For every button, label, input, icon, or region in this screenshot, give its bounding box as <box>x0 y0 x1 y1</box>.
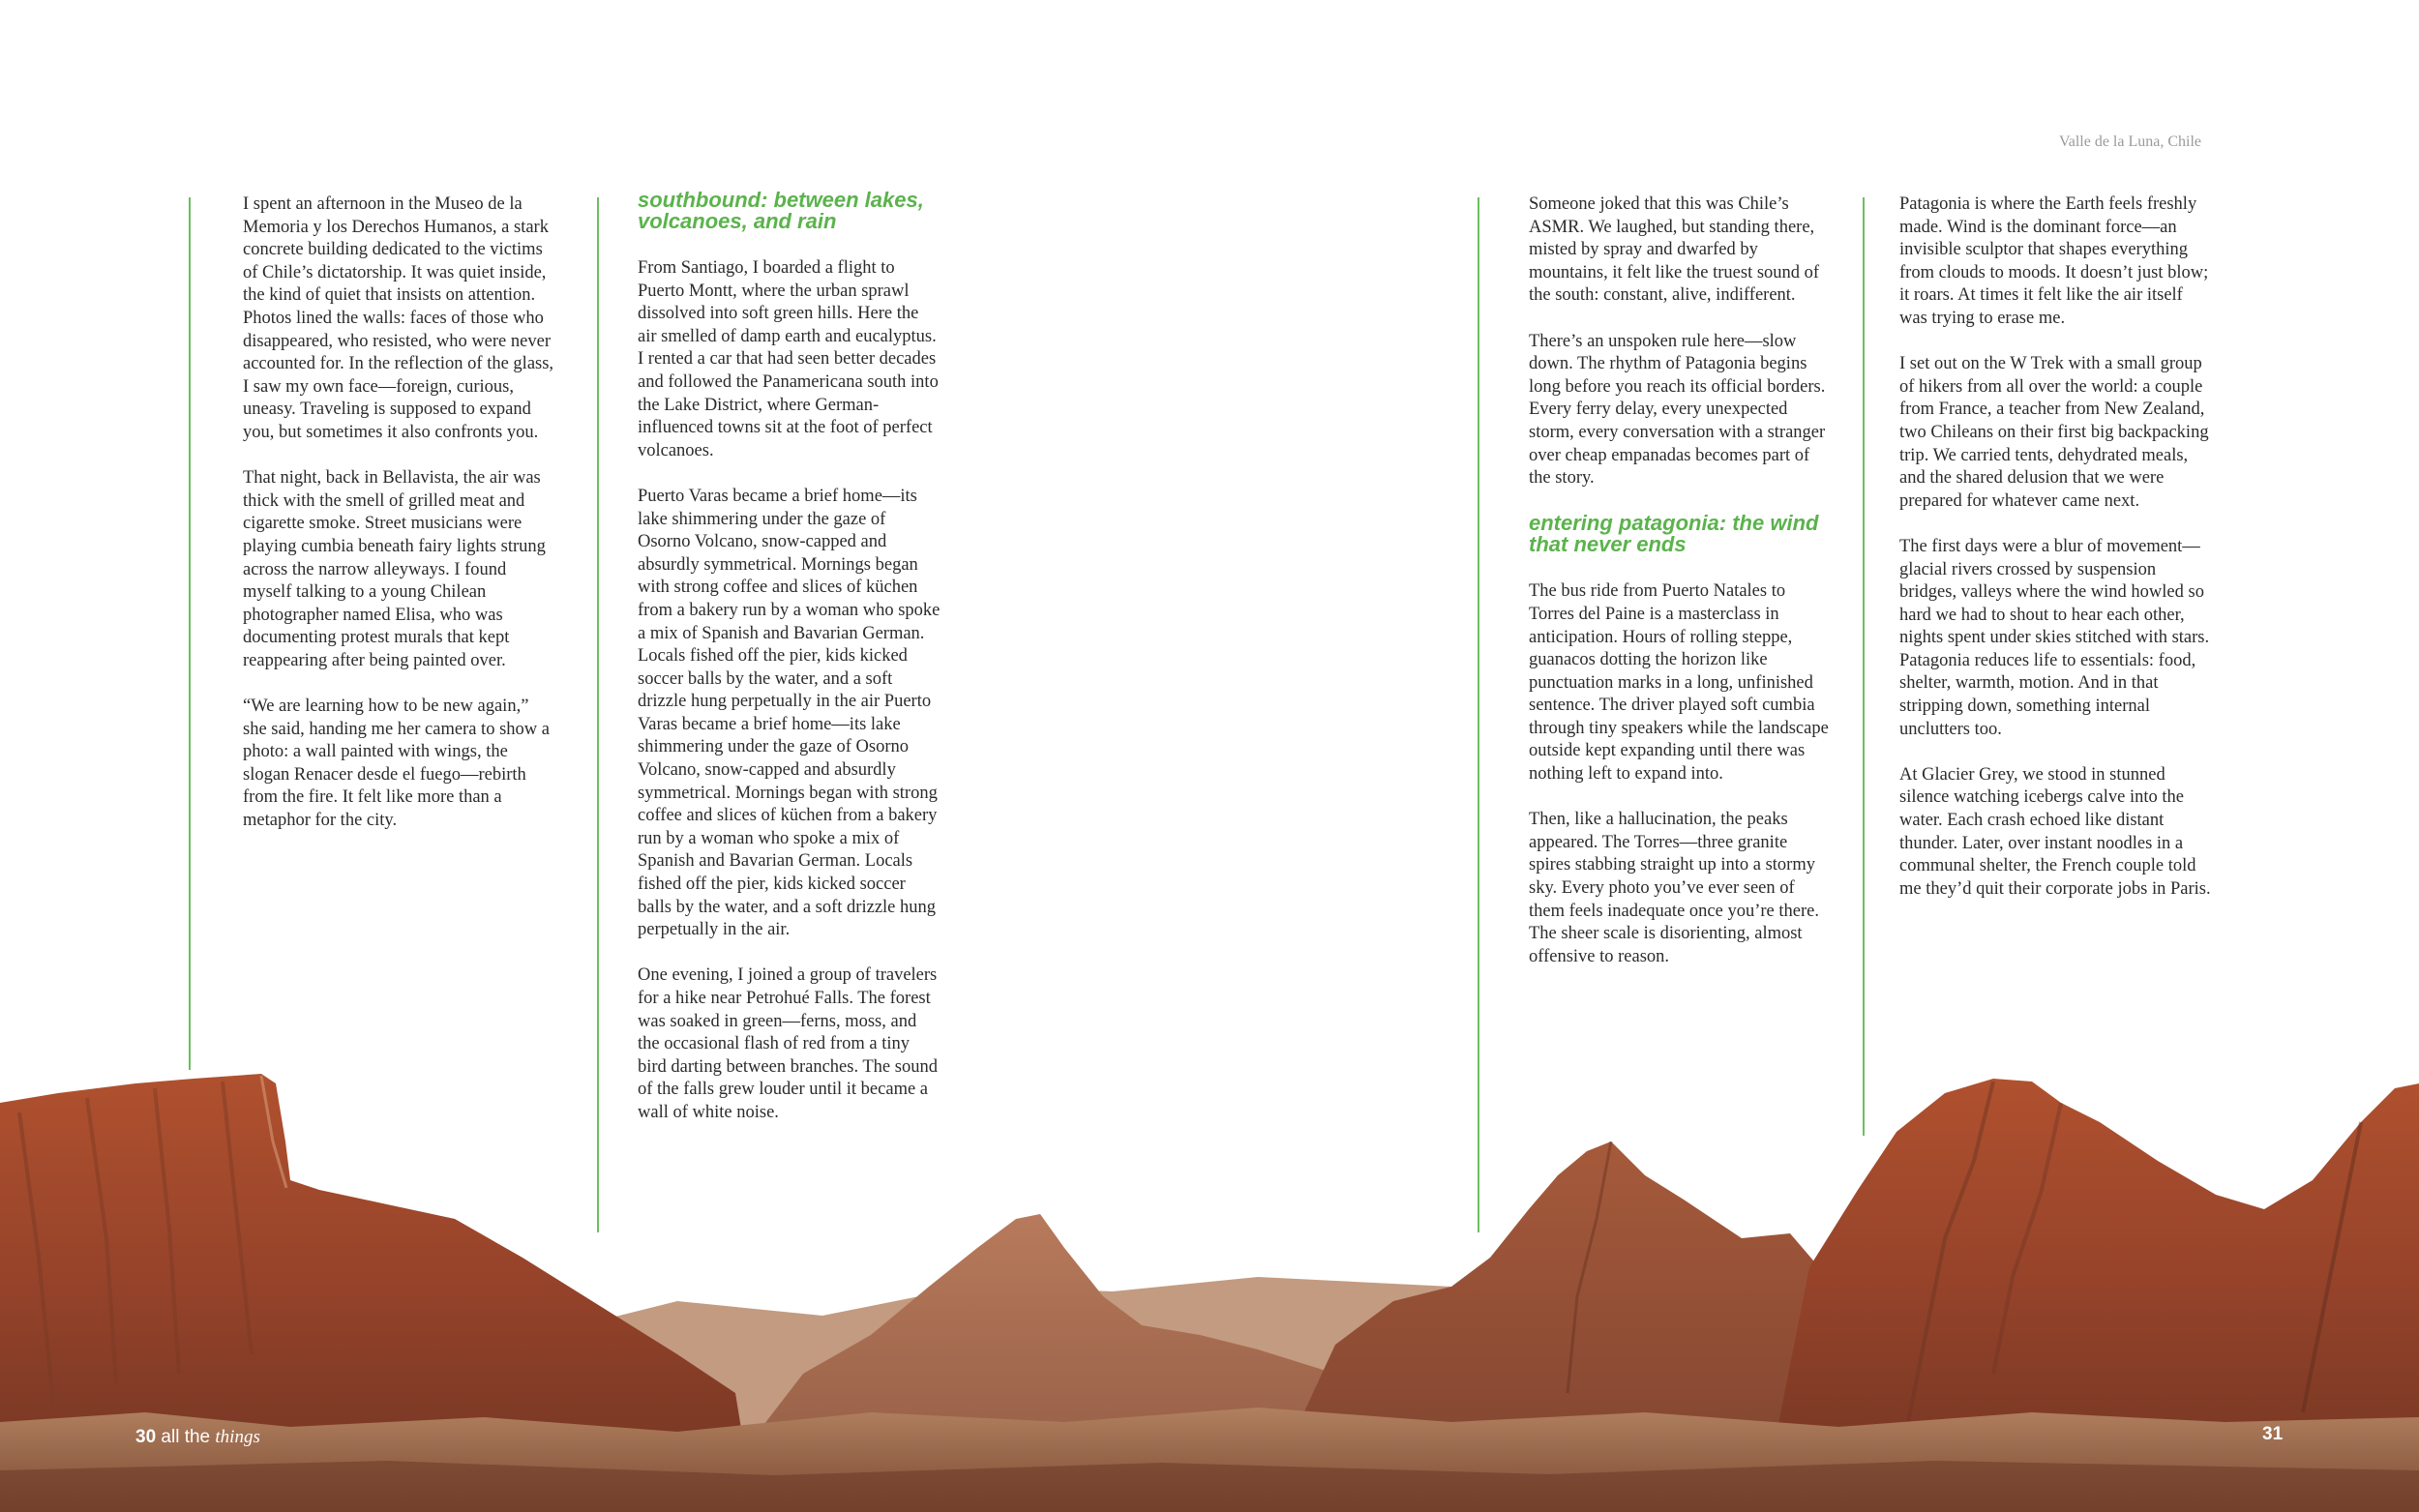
magazine-name-italic: things <box>215 1427 260 1447</box>
paragraph: There’s an unspoken rule here—slow down. The rhythm of Patagonia begins long before you reach its official borders. Every ferry delay, every unexpected storm, every conversation with a stranger over cheap empanadas becomes part of the story. <box>1529 331 1826 489</box>
paragraph: I set out on the W Trek with a small group of hikers from all over the world: a couple from France, a teacher from New Zealand, two Chileans on their first big backpacking trip. We carried tents, dehydrated meals, and the shared delusion that we were prepared for whatever came next. <box>1899 354 2209 511</box>
photo-caption: Valle de la Luna, Chile <box>2058 133 2201 150</box>
paragraph: “We are learning how to be new again,” she said, handing me her camera to show a photo: a wall painted with wings, the slogan Renacer desde el fuego—rebirth from the fire. It felt like more than a metaphor for the city. <box>243 697 550 831</box>
column-rule-2 <box>597 197 599 1232</box>
article-column-3 <box>1529 193 1832 992</box>
magazine-name: all the <box>161 1427 211 1447</box>
paragraph: One evening, I joined a group of travelers for a hike near Petrohué Falls. The forest was soaked in green—ferns, moss, and the occasional flash of red from a tiny bird darting between branches. The sound of the falls grew louder until it became a wall of white noise. <box>638 965 938 1122</box>
paragraph: The first days were a blur of movement—glacial rivers crossed by suspension bridges, valleys where the wind howled so hard we had to shout to hear each other, nights spent under skies stitched with stars. Patagonia reduces life to essentials: food, shelter, warmth, motion. And in that stripping down, something internal unclutters too. <box>1899 536 2210 739</box>
column-rule-3 <box>1478 197 1479 1232</box>
paragraph: From Santiago, I boarded a flight to Puerto Montt, where the urban sprawl dissolved into soft green hills. Here the air smelled of damp earth and eucalyptus. I rented a car that had seen better decades and followed the Panamericana south into the Lake District, where German-influenced towns sit at the foot of perfect volcanoes. <box>638 258 939 460</box>
paragraph: Patagonia is where the Earth feels freshly made. Wind is the dominant force—an invisible sculptor that shapes everything from clouds to moods. It doesn’t just blow; it roars. At times it felt like the air itself was trying to erase me. <box>1899 194 2209 328</box>
paragraph: At Glacier Grey, we stood in stunned silence watching icebergs calve into the water. Each crash echoed like distant thunder. Later, over instant noodles in a communal shelter, the French couple told me they’d quit their corporate jobs in Paris. <box>1899 764 2211 899</box>
paragraph: That night, back in Bellavista, the air was thick with the smell of grilled meat and cigarette smoke. Street musicians were playing cumbia beneath fairy lights strung across the narrow alleyways. I found myself talking to a young Chilean photographer named Elisa, who was documenting protest murals that kept reappearing after being painted over. <box>243 468 546 670</box>
paragraph: Then, like a hallucination, the peaks appeared. The Torres—three granite spires stabbing straight up into a stormy sky. Every photo you’ve ever seen of them feels inadequate once you’re there. The sheer scale is disorienting, almost offensive to reason. <box>1529 810 1819 966</box>
paragraph: Someone joked that this was Chile’s ASMR. We laughed, but standing there, misted by spray and dwarfed by mountains, it felt like the truest sound of the south: constant, alive, indifferent. <box>1529 194 1820 306</box>
article-column-2 <box>638 190 941 1147</box>
article-column-4 <box>1899 193 2211 924</box>
column-rule-4 <box>1863 197 1865 1136</box>
page-number: 30 <box>135 1427 157 1447</box>
paragraph: I spent an afternoon in the Museo de la Memoria y los Derechos Humanos, a stark concrete building dedicated to the victims of Chile’s dictatorship. It was quiet inside, the kind of quiet that insists on attention. Photos lined the walls: faces of those who disappeared, who resisted, who were never accounted for. In the reflection of the glass, I saw my own face—foreign, curious, uneasy. Traveling is supposed to expand you, but sometimes it also confronts you. <box>243 194 554 442</box>
section-heading: entering patagonia: the wind that never ends <box>1529 511 1819 557</box>
folio-left <box>135 1427 260 1448</box>
page-number: 31 <box>2262 1424 2284 1444</box>
paragraph: Puerto Varas became a brief home—its lake shimmering under the gaze of Osorno Volcano, snow-capped and absurdly symmetrical. Mornings began with strong coffee and slices of küchen from a bakery run by a woman who spoke a mix of Spanish and Bavarian German. Locals fished off the pier, kids kicked soccer balls by the water, and a soft drizzle hung perpetually in the air Puerto Varas became a brief home—its lake shimmering under the gaze of Osorno Volcano, snow-capped and absurdly symmetrical. Mornings began with strong coffee and slices of küchen from a bakery run by a woman who spoke a mix of Spanish and Bavarian German. Locals fished off the pier, kids kicked soccer balls by the water, and a soft drizzle hung perpetually in the air. <box>638 486 941 940</box>
folio-right <box>2262 1424 2283 1445</box>
section-heading: southbound: between lakes, volcanoes, and rain <box>638 188 924 233</box>
article-column-1 <box>243 193 554 855</box>
paragraph: The bus ride from Puerto Natales to Torres del Paine is a masterclass in anticipation. Hours of rolling steppe, guanacos dotting the horizon like punctuation marks in a long, unfinished sentence. The driver played soft cumbia through tiny speakers while the landscape outside kept expanding until there was nothing left to expand into. <box>1529 581 1829 785</box>
column-rule-1 <box>189 197 191 1070</box>
